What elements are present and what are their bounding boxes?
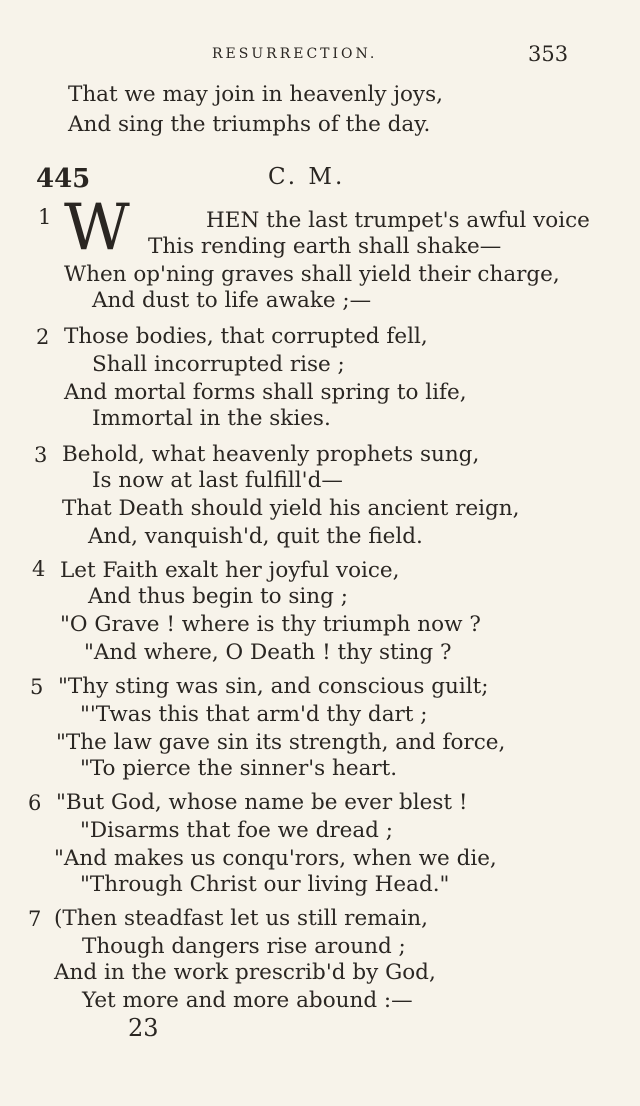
verse-line: Those bodies, that corrupted fell, [64, 324, 428, 349]
verse-line: "The law gave sin its strength, and force, [56, 730, 506, 755]
verse-line: "To pierce the sinner's heart. [80, 756, 398, 781]
prev-hymn-line: And sing the triumphs of the day. [68, 112, 431, 137]
verse-line: "Disarms that foe we dread ; [80, 818, 394, 843]
verse-line: "And makes us conqu'rors, when we die, [54, 846, 497, 871]
verse-line: That Death should yield his ancient reign, [62, 496, 520, 521]
verse-line: "'Twas this that arm'd thy dart ; [80, 702, 428, 727]
verse-line: And in the work prescrib'd by God, [54, 960, 436, 985]
prev-hymn-line: That we may join in heavenly joys, [68, 82, 443, 107]
verse-line: (Then steadfast let us still remain, [54, 906, 428, 931]
verse-line: "Through Christ our living Head." [80, 872, 450, 897]
stanza-number: 2 [36, 325, 50, 349]
signature-mark: 23 [128, 1014, 159, 1042]
page-number: 353 [528, 42, 569, 66]
verse-line: Is now at last fulfill'd— [92, 468, 343, 493]
verse-line: When op'ning graves shall yield their charge, [64, 262, 560, 287]
verse-line: This rending earth shall shake— [148, 234, 502, 259]
running-title: RESURRECTION. [212, 46, 378, 62]
stanza-number: 4 [32, 557, 46, 581]
verse-line: And thus begin to sing ; [88, 584, 348, 609]
verse-line: And, vanquish'd, quit the field. [88, 524, 423, 549]
verse-line: "And where, O Death ! thy sting ? [84, 640, 452, 665]
verse-line: And mortal forms shall spring to life, [64, 380, 467, 405]
hymn-meter: C. M. [268, 164, 346, 190]
stanza-number: 7 [28, 907, 42, 931]
verse-line: Immortal in the skies. [92, 406, 331, 431]
verse-line: Let Faith exalt her joyful voice, [60, 558, 400, 583]
verse-line: "O Grave ! where is thy triumph now ? [60, 612, 481, 637]
verse-line: Behold, what heavenly prophets sung, [62, 442, 480, 467]
verse-line: And dust to life awake ;— [92, 288, 372, 313]
verse-line: Yet more and more abound :— [82, 988, 413, 1013]
verse-line: HEN the last trumpet's awful voice [206, 208, 590, 233]
verse-line: Though dangers rise around ; [82, 934, 406, 959]
stanza-number: 5 [30, 675, 44, 699]
verse-line: "Thy sting was sin, and conscious guilt; [58, 674, 489, 699]
hymn-number: 445 [36, 164, 91, 194]
stanza-number: 3 [34, 443, 48, 467]
verse-line: "But God, whose name be ever blest ! [56, 790, 468, 815]
verse-line: Shall incorrupted rise ; [92, 352, 345, 377]
drop-cap: W [64, 191, 130, 265]
stanza-number: 1 [38, 205, 52, 229]
stanza-number: 6 [28, 791, 42, 815]
